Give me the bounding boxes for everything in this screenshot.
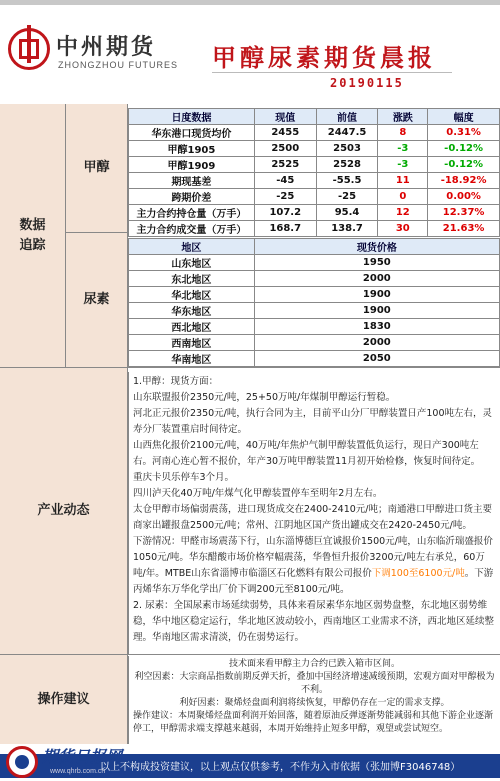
footer-brand: 期货日报网 — [42, 747, 123, 766]
footer-disclaimer: 以上不构成投资建议，以上观点仅供参考，不作为入市依据（张加博F3046748） — [100, 762, 461, 773]
industry-label: 产业动态 — [37, 503, 90, 519]
company-name-en: ZHONGZHOU FUTURES — [58, 60, 178, 70]
table-row — [129, 173, 500, 189]
price-cell: 1900 — [254, 303, 499, 319]
methanol-table-header — [129, 109, 500, 125]
advice-para: 利好因素：聚烯烃盘面利润将续恢复，甲醇仍存在一定的需求支撑。 — [179, 698, 450, 708]
operation-advice-text — [128, 656, 500, 744]
region-cell: 华东地区 — [129, 303, 255, 319]
industry-text-span: 下游情况：甲醛市场震荡下行，山东淄博德巨宜诚报价1500元/吨，山东临沂瑞盛报价1050元/吨。华东醋酸市场价格窄幅震荡，华鲁恒升报价3200元/吨左右承兑，60万吨/年。MTBE山东省淄博市临淄区石化燃料有限公司报价 — [133, 536, 493, 579]
row-label: 期现基差 — [129, 173, 255, 189]
industry-para: 四川泸天化40万吨/年煤气化甲醇装置停车至明年2月左右。 — [133, 488, 383, 499]
zhongzhou-logo-icon — [8, 28, 50, 70]
advice-para: 利空因素：大宗商品指数前期反弹天折，叠加中国经济增速减缓预期，宏观方面对甲醇极为不利。 — [134, 672, 495, 695]
col-header: 现值 — [254, 109, 316, 125]
industry-dynamics-text — [128, 372, 500, 654]
section-label-data-tracking — [0, 104, 66, 367]
industry-para: 山西焦化报价2100元/吨，40万吨/年焦炉气制甲醇装置低负运行，现日产300吨左右。河南心连心暂不报价，年产30万吨甲醇装置11月初开始检修，恢复时间待定。 — [133, 440, 481, 467]
urea-label: 尿素 — [83, 292, 110, 308]
current-value: 2455 — [254, 125, 316, 141]
previous-value: 2503 — [316, 141, 378, 157]
row-label: 跨期价差 — [129, 189, 255, 205]
change-percent: -18.92% — [428, 173, 500, 189]
col-header: 前值 — [316, 109, 378, 125]
previous-value: 138.7 — [316, 221, 378, 237]
row-label: 甲醇1909 — [129, 157, 255, 173]
report-header — [0, 0, 500, 104]
change-value: 11 — [378, 173, 428, 189]
region-cell: 西南地区 — [129, 335, 255, 351]
section-label-industry — [0, 368, 128, 654]
advice-para: 技术面来看甲醇主力合约已跌入箱市区间。 — [228, 659, 400, 669]
change-percent: 21.63% — [428, 221, 500, 237]
table-row — [129, 205, 500, 221]
company-name-cn: 中州期货 — [56, 35, 157, 60]
section-label-advice — [0, 655, 128, 744]
change-value: -3 — [378, 157, 428, 173]
change-value: 30 — [378, 221, 428, 237]
table-row — [129, 141, 500, 157]
current-value: -25 — [254, 189, 316, 205]
section-label-methanol — [66, 104, 128, 232]
title-underline — [212, 72, 452, 73]
current-value: 168.7 — [254, 221, 316, 237]
industry-para: 山东联盟报价2350元/吨，25+50万吨/年煤制甲醇运行暂稳。 — [133, 392, 396, 403]
table-row — [129, 335, 500, 351]
report-date: 20190115 — [330, 76, 404, 90]
current-value: -45 — [254, 173, 316, 189]
footer-url[interactable]: www.qhrb.com.cn — [50, 768, 106, 775]
data-tracking-label: 数据追踪 — [19, 218, 46, 253]
table-row — [129, 221, 500, 237]
report-footer — [0, 744, 500, 781]
price-cell: 2000 — [254, 271, 499, 287]
report-title: 甲醇尿素期货晨报 — [212, 44, 436, 72]
table-row — [129, 271, 500, 287]
current-value: 2525 — [254, 157, 316, 173]
current-value: 2500 — [254, 141, 316, 157]
header-top-bar — [0, 0, 500, 5]
urea-data-table — [128, 238, 500, 367]
qhrb-logo-icon — [6, 746, 38, 778]
row-label: 甲醇1905 — [129, 141, 255, 157]
change-value: -3 — [378, 141, 428, 157]
price-cell: 1900 — [254, 287, 499, 303]
change-percent: 0.31% — [428, 125, 500, 141]
change-value: 8 — [378, 125, 428, 141]
previous-value: -55.5 — [316, 173, 378, 189]
price-cell: 2050 — [254, 351, 499, 367]
methanol-data-table — [128, 108, 500, 237]
industry-para: 1.甲醇：现货方面： — [133, 376, 219, 387]
table-row — [129, 303, 500, 319]
report-body — [0, 104, 500, 744]
previous-value: 2528 — [316, 157, 378, 173]
advice-para: 操作建议：本周聚烯烃盘面利润开始回落，随着原油反弹逐渐势能减弱和其他下游企业逐渐停工，甲醇需求端支撑越来越弱，本周开始维持止短多甲醇，观望或尝试短空。 — [133, 711, 494, 734]
industry-para: 重庆卡贝乐停车3个月。 — [133, 472, 235, 483]
industry-para: 河北正元报价2350元/吨，执行合同为主，目前平山分厂甲醇装置日产100吨左右，灵寿分厂装置重启时间待定。 — [133, 408, 493, 435]
previous-value: 95.4 — [316, 205, 378, 221]
col-header: 日度数据 — [129, 109, 255, 125]
industry-para: 太仓甲醇市场偏弱震荡，进口现货成交在2400-2410元/吨；南通港口甲醇进口货主要商家出罐报盘2500元/吨；常州、江阴地区国产货出罐成交在2420-2450元/吨。 — [133, 504, 492, 531]
highlight-text: 下调100至6100元/吨 — [371, 568, 465, 579]
region-cell: 西北地区 — [129, 319, 255, 335]
price-cell: 1830 — [254, 319, 499, 335]
table-row — [129, 287, 500, 303]
col-header: 涨跌 — [378, 109, 428, 125]
current-value: 107.2 — [254, 205, 316, 221]
industry-text-span: 。下游丙烯华东万华化学出厂价下调200元至8100元/吨。 — [133, 568, 494, 595]
section-label-urea — [66, 232, 128, 367]
previous-value: -25 — [316, 189, 378, 205]
change-percent: -0.12% — [428, 157, 500, 173]
table-row — [129, 319, 500, 335]
col-header: 现货价格 — [254, 239, 499, 255]
region-cell: 华南地区 — [129, 351, 255, 367]
row-label: 主力合约成交量（万手） — [129, 221, 255, 237]
region-cell: 华北地区 — [129, 287, 255, 303]
table-row — [129, 157, 500, 173]
change-value: 0 — [378, 189, 428, 205]
previous-value: 2447.5 — [316, 125, 378, 141]
change-percent: 12.37% — [428, 205, 500, 221]
region-cell: 东北地区 — [129, 271, 255, 287]
advice-label: 操作建议 — [37, 691, 90, 707]
row-label: 华东港口现货均价 — [129, 125, 255, 141]
table-row — [129, 189, 500, 205]
industry-para: 2. 尿素：全国尿素市场延续弱势，具体来看尿素华东地区弱势盘整，东北地区弱势维稳，华中地区稳定运行，华北地区波动较小，西南地区工业需求不济，西北地区延续整理。华南地区需求清淡，仍在弱势运行。 — [133, 600, 495, 643]
col-header: 地区 — [129, 239, 255, 255]
urea-table-header — [129, 239, 500, 255]
change-value: 12 — [378, 205, 428, 221]
methanol-label: 甲醇 — [83, 160, 110, 176]
price-cell: 1950 — [254, 255, 499, 271]
price-cell: 2000 — [254, 335, 499, 351]
region-cell: 山东地区 — [129, 255, 255, 271]
table-row — [129, 255, 500, 271]
table-row — [129, 125, 500, 141]
table-row — [129, 351, 500, 367]
change-percent: 0.00% — [428, 189, 500, 205]
industry-para — [133, 534, 496, 598]
change-percent: -0.12% — [428, 141, 500, 157]
col-header: 幅度 — [428, 109, 500, 125]
row-label: 主力合约持仓量（万手） — [129, 205, 255, 221]
